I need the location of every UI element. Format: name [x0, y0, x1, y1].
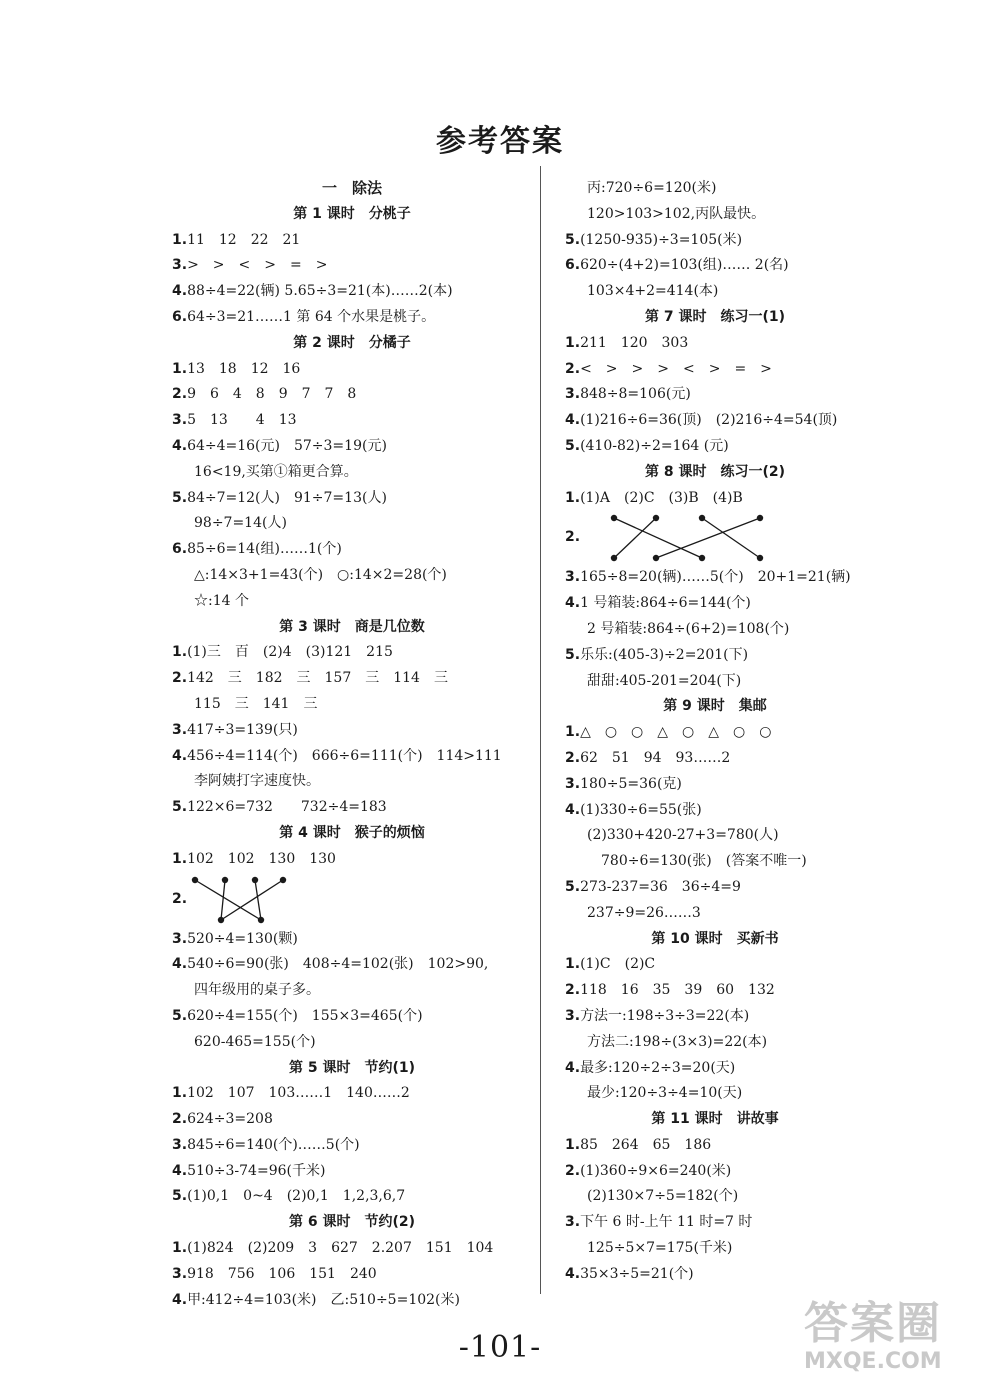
answer-text: 142 三 182 三 157 三 114 三 — [187, 670, 448, 687]
question-number: 4. — [172, 437, 188, 454]
diagram-dot — [653, 555, 659, 561]
question-number: 2. — [565, 529, 581, 546]
answer-continuation: 李阿姨打字速度快。 — [194, 773, 320, 790]
diagram-answer — [172, 873, 532, 927]
question-number: 1. — [172, 850, 188, 867]
answer-text: 122×6=732 732÷4=183 — [187, 799, 387, 816]
diagram-dot — [653, 515, 659, 521]
diagram-line — [221, 880, 225, 920]
question-number: 4. — [172, 1291, 188, 1308]
question-number: 4. — [172, 283, 188, 300]
question-number: 5. — [565, 231, 581, 248]
answer-continuation: 103×4+2=414(本) — [587, 283, 719, 300]
answer-line — [565, 1262, 865, 1288]
answer-line — [172, 718, 532, 744]
answer-text: 最多:120÷2÷3=20(天) — [580, 1059, 736, 1076]
answer-line — [172, 1236, 532, 1262]
answer-continuation: (2)330+420-27+3=780(人) — [587, 827, 779, 844]
answer-continuation: 16<19,买第①箱更合算。 — [194, 463, 358, 480]
answer-text: 1 号箱装:864÷6=144(个) — [580, 595, 751, 612]
answer-text: 417÷3=139(只) — [187, 721, 298, 738]
question-number: 4. — [172, 956, 188, 973]
answer-text: (1)C (2)C — [580, 956, 656, 973]
answer-line — [172, 795, 532, 821]
answer-continuation: 甜甜:405-201=204(下) — [587, 672, 742, 689]
question-number: 2. — [172, 890, 188, 907]
answer-line — [565, 1056, 865, 1082]
answer-text: 乐乐:(405-3)÷2=201(下) — [580, 646, 749, 663]
diagram-dot — [280, 876, 286, 882]
diagram-dot — [192, 876, 198, 882]
answer-text: △ ○ ○ △ ○ △ ○ ○ — [580, 724, 772, 741]
lesson-heading: 第 5 课时 节约(1) — [288, 1059, 416, 1076]
answer-text: (1)360÷9×6=240(米) — [580, 1162, 732, 1179]
question-number: 2. — [565, 749, 581, 766]
question-number: 5. — [565, 437, 581, 454]
answer-line — [172, 279, 532, 305]
question-number: 3. — [565, 569, 581, 586]
answer-text: 273-237=36 36÷4=9 — [580, 878, 741, 895]
answer-text: 13 18 12 16 — [187, 360, 301, 377]
diagram-line — [614, 518, 702, 558]
question-number: 2. — [172, 1111, 188, 1128]
answer-text: 85 264 65 186 — [580, 1136, 712, 1153]
question-number: 3. — [565, 386, 581, 403]
answer-line — [565, 720, 865, 746]
answer-text: (1)216÷6=36(顶) (2)216÷4=54(顶) — [580, 412, 838, 429]
question-number: 3. — [565, 1007, 581, 1024]
question-number: 4. — [565, 1265, 581, 1282]
answer-continuation: 115 三 141 三 — [194, 695, 318, 712]
answer-text: (1)330÷6=55(张) — [580, 801, 702, 818]
answers-left-column — [172, 176, 532, 1313]
answer-line — [565, 1004, 865, 1030]
diagram-line — [656, 518, 760, 558]
watermark-logo — [804, 1298, 984, 1378]
diagram-line — [702, 518, 760, 558]
answer-line — [172, 847, 532, 873]
diagram-line — [255, 880, 261, 920]
page-title: 参考答案 — [436, 124, 564, 159]
answer-text: 9 6 4 8 9 7 7 8 — [187, 386, 357, 403]
answer-line — [172, 666, 532, 692]
lesson-heading: 第 4 课时 猴子的烦恼 — [279, 824, 425, 841]
answer-line — [565, 643, 865, 669]
connection-diagram-1 — [191, 874, 311, 926]
lesson-heading: 第 1 课时 分桃子 — [293, 205, 411, 222]
answer-line — [565, 486, 865, 512]
lesson-heading: 第 6 课时 节约(2) — [288, 1214, 416, 1231]
question-number: 3. — [172, 721, 188, 738]
answer-line — [565, 253, 865, 279]
diagram-dot — [258, 916, 264, 922]
answer-text: (1)三 百 (2)4 (3)121 215 — [187, 644, 393, 661]
watermark-cn: 答案圈 — [804, 1298, 942, 1349]
question-number: 2. — [565, 360, 581, 377]
answer-text: (1)A (2)C (3)B (4)B — [580, 489, 743, 506]
question-number: 1. — [172, 231, 188, 248]
answer-text: 64÷4=16(元) 57÷3=19(元) — [187, 437, 387, 454]
question-number: 5. — [172, 1007, 188, 1024]
answer-continuation: 780÷6=130(张) (答案不唯一) — [587, 853, 807, 870]
question-number: 5. — [565, 878, 581, 895]
answers-right-column — [565, 176, 865, 1288]
answer-line — [565, 978, 865, 1004]
question-number: 3. — [565, 775, 581, 792]
page-number: -101- — [458, 1330, 542, 1365]
answer-line — [172, 1081, 532, 1107]
answer-text: 624÷3=208 — [187, 1111, 273, 1128]
answer-continuation: 方法二:198÷(3×3)=22(本) — [587, 1033, 768, 1050]
lesson-heading: 第 7 课时 练习一(1) — [644, 308, 786, 325]
question-number: 3. — [172, 930, 188, 947]
answer-line — [565, 952, 865, 978]
answer-line — [565, 1159, 865, 1185]
answer-line — [172, 927, 532, 953]
answer-text: 620÷4=155(个) 155×3=465(个) — [187, 1007, 423, 1024]
question-number: 1. — [172, 1085, 188, 1102]
connection-diagram-2 — [584, 512, 764, 564]
answer-line — [172, 537, 532, 563]
answer-text: 下午 6 时-上午 11 时=7 时 — [580, 1214, 753, 1231]
diagram-dot — [699, 515, 705, 521]
question-number: 2. — [565, 982, 581, 999]
lesson-heading: 第 11 课时 讲故事 — [651, 1111, 779, 1128]
question-number: 5. — [565, 646, 581, 663]
answer-text: 118 16 35 39 60 132 — [580, 982, 775, 999]
question-number: 3. — [172, 257, 188, 274]
answer-text: (1)0,1 0~4 (2)0,1 1,2,3,6,7 — [187, 1188, 406, 1205]
answer-text: 620÷(4+2)=103(组)…… 2(名) — [580, 257, 789, 274]
answer-text: 64÷3=21……1 第 64 个水果是桃子。 — [187, 308, 436, 325]
diagram-answer — [565, 511, 865, 565]
answer-line — [565, 357, 865, 383]
question-number: 3. — [172, 1265, 188, 1282]
question-number: 5. — [172, 799, 188, 816]
question-number: 6. — [172, 308, 188, 325]
answer-line — [172, 1288, 532, 1314]
answer-line — [565, 746, 865, 772]
answer-continuation: 620-465=155(个) — [194, 1033, 316, 1050]
question-number: 2. — [565, 1162, 581, 1179]
answer-continuation: 237÷9=26……3 — [587, 904, 701, 921]
answer-line — [565, 331, 865, 357]
question-number: 1. — [172, 644, 188, 661]
answer-text: 520÷4=130(颗) — [187, 930, 298, 947]
answer-continuation: (2)130×7÷5=182(个) — [587, 1188, 739, 1205]
diagram-dot — [611, 555, 617, 561]
answer-continuation: 120>103>102,丙队最快。 — [587, 205, 766, 222]
answer-line — [172, 1159, 532, 1185]
answer-line — [172, 486, 532, 512]
answer-line — [172, 408, 532, 434]
answer-text: 102 102 130 130 — [187, 850, 336, 867]
question-number: 5. — [172, 1188, 188, 1205]
answer-line — [565, 591, 865, 617]
question-number: 4. — [565, 412, 581, 429]
column-divider — [540, 166, 541, 1294]
diagram-dot — [611, 515, 617, 521]
question-number: 6. — [172, 541, 188, 558]
answer-line — [565, 1210, 865, 1236]
answer-line — [565, 408, 865, 434]
question-number: 1. — [172, 360, 188, 377]
answer-text: 甲:412÷4=103(米) 乙:510÷5=102(米) — [187, 1291, 460, 1308]
question-number: 3. — [172, 412, 188, 429]
answer-text: 85÷6=14(组)……1(个) — [187, 541, 342, 558]
diagram-dot — [757, 555, 763, 561]
answer-line — [172, 253, 532, 279]
question-number: 1. — [565, 724, 581, 741]
answer-line — [172, 640, 532, 666]
answer-continuation: 2 号箱装:864÷(6+2)=108(个) — [587, 620, 790, 637]
question-number: 4. — [565, 801, 581, 818]
answer-line — [172, 1133, 532, 1159]
answer-text: 35×3÷5=21(个) — [580, 1265, 694, 1282]
lesson-heading: 第 2 课时 分橘子 — [293, 334, 411, 351]
question-number: 4. — [172, 1162, 188, 1179]
answer-line — [565, 565, 865, 591]
question-number: 4. — [565, 1059, 581, 1076]
answer-continuation: 98÷7=14(人) — [194, 515, 287, 532]
diagram-dot — [699, 555, 705, 561]
answer-line — [172, 1107, 532, 1133]
answer-line — [565, 228, 865, 254]
diagram-dot — [252, 876, 258, 882]
answer-line — [172, 1262, 532, 1288]
answer-text: 180÷5=36(克) — [580, 775, 682, 792]
diagram-dot — [222, 876, 228, 882]
answer-text: 918 756 106 151 240 — [187, 1265, 377, 1282]
answer-line — [172, 382, 532, 408]
question-number: 1. — [565, 489, 581, 506]
answer-line — [565, 798, 865, 824]
answer-line — [565, 382, 865, 408]
answer-text: (1)824 (2)209 3 627 2.207 151 104 — [187, 1240, 494, 1257]
answer-continuation: △:14×3+1=43(个) ○:14×2=28(个) — [194, 566, 447, 583]
question-number: 6. — [565, 257, 581, 274]
diagram-dot — [757, 515, 763, 521]
answer-line — [172, 1004, 532, 1030]
answer-line — [172, 305, 532, 331]
answer-text: 845÷6=140(个)……5(个) — [187, 1136, 360, 1153]
lesson-heading: 第 9 课时 集邮 — [663, 698, 767, 715]
answer-line — [172, 228, 532, 254]
answer-line — [172, 952, 532, 978]
answer-text: < > > > < > = > — [580, 360, 772, 377]
answer-line — [172, 434, 532, 460]
answer-text: 88÷4=22(辆) 5.65÷3=21(本)……2(本) — [187, 283, 453, 300]
lesson-heading: 第 3 课时 商是几位数 — [279, 618, 425, 635]
answer-line — [565, 434, 865, 460]
answer-text: 方法一:198÷3÷3=22(本) — [580, 1007, 750, 1024]
diagram-line — [614, 518, 656, 558]
answer-text: 540÷6=90(张) 408÷4=102(张) 102>90, — [187, 956, 489, 973]
answer-text: (410-82)÷2=164 (元) — [580, 437, 729, 454]
question-number: 1. — [565, 1136, 581, 1153]
answer-text: 102 107 103……1 140……2 — [187, 1085, 410, 1102]
question-number: 1. — [565, 956, 581, 973]
question-number: 5. — [172, 489, 188, 506]
answer-text: 456÷4=114(个) 666÷6=111(个) 114>111 — [187, 747, 502, 764]
answer-text: 11 12 22 21 — [187, 231, 301, 248]
answer-continuation: 丙:720÷6=120(米) — [587, 180, 717, 196]
answer-continuation: 125÷5×7=175(千米) — [587, 1240, 733, 1257]
answer-line — [172, 1184, 532, 1210]
answer-line — [565, 772, 865, 798]
answer-continuation: 四年级用的桌子多。 — [194, 982, 320, 999]
answer-line — [172, 744, 532, 770]
question-number: 2. — [172, 670, 188, 687]
question-number: 4. — [565, 595, 581, 612]
answer-line — [565, 875, 865, 901]
question-number: 2. — [172, 386, 188, 403]
answer-text: (1250-935)÷3=105(米) — [580, 231, 743, 248]
question-number: 1. — [172, 1240, 188, 1257]
answer-text: 510÷3-74=96(千米) — [187, 1162, 326, 1179]
unit-heading: 一 除法 — [321, 179, 382, 197]
answer-text: 84÷7=12(人) 91÷7=13(人) — [187, 489, 387, 506]
diagram-dot — [218, 916, 224, 922]
answer-continuation: ☆:14 个 — [194, 592, 249, 609]
answer-continuation: 最少:120÷3÷4=10(天) — [587, 1085, 743, 1102]
lesson-heading: 第 10 课时 买新书 — [651, 930, 779, 947]
question-number: 1. — [565, 334, 581, 351]
watermark-en: MXQE.COM — [804, 1349, 942, 1374]
answer-line — [172, 357, 532, 383]
lesson-heading: 第 8 课时 练习一(2) — [644, 463, 786, 480]
answer-line — [565, 1133, 865, 1159]
question-number: 3. — [565, 1214, 581, 1231]
answer-text: 62 51 94 93……2 — [580, 749, 731, 766]
answer-text: 848÷8=106(元) — [580, 386, 691, 403]
answer-text: 5 13 4 13 — [187, 412, 297, 429]
answer-text: > > < > = > — [187, 257, 328, 274]
answer-text: 211 120 303 — [580, 334, 689, 351]
answer-text: 165÷8=20(辆)……5(个) 20+1=21(辆) — [580, 569, 851, 586]
question-number: 4. — [172, 747, 188, 764]
question-number: 3. — [172, 1136, 188, 1153]
